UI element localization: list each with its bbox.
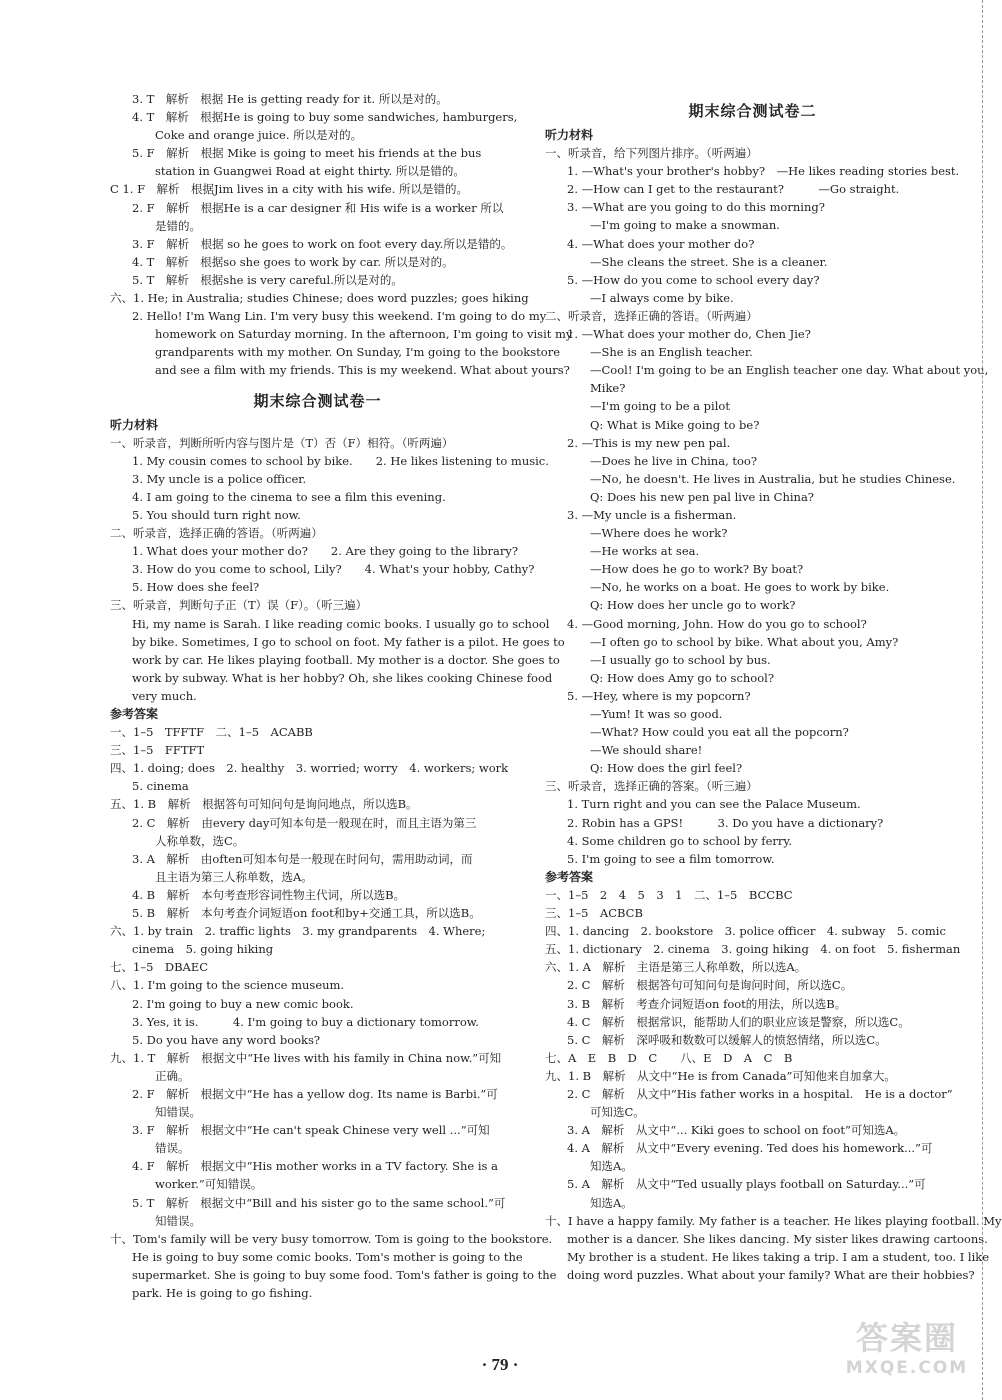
text-line: —Cool! I'm going to be an English teacher one day. What about you,	[590, 363, 989, 378]
text-line: 八、1. I'm going to the science museum.	[110, 978, 345, 993]
text-line: 4. A 解析 从文中“Every evening. Ted does his homework...”可	[567, 1141, 933, 1156]
watermark-text: 答案圈	[855, 1319, 958, 1357]
watermark-url: MXQE.COM	[845, 1358, 969, 1378]
section-heading: 参考答案	[545, 869, 594, 884]
text-line: 1. —What's your brother's hobby? —He likes reading stories best.	[567, 164, 960, 179]
text-line: 5. F 解析 根据 Mike is going to meet his friends at the bus	[132, 146, 482, 161]
text-line: Coke and orange juice. 所以是对的。	[155, 128, 363, 143]
text-line: —No, he works on a boat. He goes to work by bike.	[590, 580, 890, 595]
text-line: 六、1. by train 2. traffic lights 3. my grandparents 4. Where;	[110, 924, 486, 939]
text-line: 3. F 解析 根据文中“He can't speak Chinese very well ...”可知	[132, 1123, 490, 1138]
text-line: 4. I am going to the cinema to see a film this evening.	[132, 489, 446, 504]
text-line: 2. —How can I get to the restaurant? —Go straight.	[567, 182, 900, 197]
text-line: 六、1. He; in Australia; studies Chinese; does word puzzles; goes hiking	[110, 291, 529, 306]
text-line: Q: How does her uncle go to work?	[590, 598, 796, 613]
text-line: 2. Robin has a GPS! 3. Do you have a dictionary?	[567, 815, 884, 830]
text-line: homework on Saturday morning. In the afternoon, I'm going to visit my	[155, 327, 573, 342]
text-line: 5. T 解析 根据she is very careful.所以是对的。	[132, 272, 403, 287]
watermark-logo	[832, 1318, 982, 1390]
text-line: 正确。	[155, 1068, 190, 1083]
text-line: —She cleans the street. She is a cleaner.	[590, 254, 828, 269]
text-line: 1. My cousin comes to school by bike. 2. He likes listening to music.	[132, 453, 549, 468]
text-line: work by subway. What is her hobby? Oh, she likes cooking Chinese food	[132, 670, 553, 685]
text-line: —How does he go to work? By boat?	[590, 562, 804, 577]
text-line: 3. How do you come to school, Lily? 4. What's your hobby, Cathy?	[132, 562, 535, 577]
text-line: —He works at sea.	[590, 544, 700, 559]
text-line: 可知选C。	[590, 1105, 645, 1120]
text-line: 5. C 解析 深呼吸和数数可以缓解人的愤怒情绪，所以选C。	[567, 1032, 887, 1047]
text-line: 4. —Good morning, John. How do you go to school?	[567, 616, 867, 631]
text-line: 1. Turn right and you can see the Palace Museum.	[567, 797, 861, 812]
text-line: —I'm going to make a snowman.	[590, 218, 780, 233]
right-column	[545, 90, 1002, 1284]
text-line: 4. B 解析 本句考查形容词性物主代词，所以选B。	[132, 887, 406, 902]
text-line: 三、1–5 ACBCB	[545, 906, 643, 921]
text-line: 5. A 解析 从文中“Ted usually plays football on Saturday...”可	[567, 1177, 926, 1192]
text-line: 5. T 解析 根据文中“Bill and his sister go to the same school.”可	[132, 1195, 506, 1210]
page-number: · 79 ·	[481, 1355, 519, 1374]
text-line: 知错误。	[155, 1105, 201, 1120]
text-line: He is going to buy some comic books. Tom's mother is going to the	[132, 1249, 523, 1264]
text-line: 知错误。	[155, 1213, 201, 1228]
text-line: 二、听录音，选择正确的答语。（听两遍）	[545, 308, 758, 323]
text-line: —What? How could you eat all the popcorn?	[590, 725, 849, 740]
text-line: 九、1. T 解析 根据文中“He lives with his family in China now.”可知	[110, 1050, 502, 1065]
text-line: Q: What is Mike going to be?	[590, 417, 760, 432]
text-line: 七、A E B D C 八、E D A C B	[545, 1050, 793, 1065]
text-line: 2. C 解析 由every day可知本句是一般现在时，而且主语为第三	[132, 815, 477, 830]
text-line: 三、听录音，判断句子正（T）误（F）。（听三遍）	[110, 598, 368, 613]
text-line: cinema 5. going hiking	[132, 942, 274, 957]
text-line: 3. —My uncle is a fisherman.	[567, 507, 737, 522]
text-line: mother is a dancer. She likes dancing. My sister likes drawing cartoons.	[567, 1231, 988, 1246]
text-line: 5. Do you have any word books?	[132, 1032, 321, 1047]
text-line: 5. B 解析 本句考查介词短语on foot和by+交通工具，所以选B。	[132, 906, 481, 921]
text-line: 四、1. doing; does 2. healthy 3. worried; worry 4. workers; work	[110, 761, 509, 776]
text-line: C 1. F 解析 根据Jim lives in a city with his wife. 所以是错的。	[110, 182, 469, 197]
text-line: very much.	[132, 688, 197, 703]
text-line: 是错的。	[155, 218, 201, 233]
section-heading: 听力材料	[545, 128, 594, 142]
section-title: 期末综合测试卷一	[253, 391, 382, 410]
text-line: 1. —What does your mother do, Chen Jie?	[567, 327, 811, 342]
text-line: 3. A 解析 从文中“... Kiki goes to school on foot”可知选A。	[567, 1123, 906, 1138]
text-line: 4. F 解析 根据文中“His mother works in a TV factory. She is a	[132, 1159, 498, 1174]
text-line: 3. Yes, it is. 4. I'm going to buy a dictionary tomorrow.	[132, 1014, 479, 1029]
text-line: 九、1. B 解析 从文中“He is from Canada”可知他来自加拿大。	[545, 1068, 896, 1083]
text-line: —I'm going to be a pilot	[590, 399, 730, 414]
text-line: —Does he live in China, too?	[590, 453, 758, 468]
text-line: 十、Tom's family will be very busy tomorrow. Tom is going to the bookstore.	[110, 1231, 553, 1246]
text-line: Q: How does the girl feel?	[590, 761, 743, 776]
text-line: Mike?	[590, 381, 626, 396]
text-line: 2. C 解析 从文中“His father works in a hospital. He is a doctor”	[567, 1086, 953, 1101]
text-line: 四、1. dancing 2. bookstore 3. police officer 4. subway 5. comic	[545, 924, 946, 939]
text-line: 一、1–5 TFFTF 二、1–5 ACABB	[110, 725, 313, 740]
text-line: —Where does he work?	[590, 526, 728, 541]
text-line: 一、听录音，判断所听内容与图片是（T）否（F）相符。（听两遍）	[110, 435, 454, 450]
text-line: —I often go to school by bike. What about you, Amy?	[590, 634, 899, 649]
text-line: 5. You should turn right now.	[132, 507, 301, 522]
text-line: 十、I have a happy family. My father is a teacher. He likes playing football. My	[545, 1213, 1002, 1228]
section-heading: 听力材料	[110, 417, 159, 432]
text-line: Hi, my name is Sarah. I like reading comic books. I usually go to school	[132, 616, 550, 631]
section-title: 期末综合测试卷二	[688, 102, 817, 120]
text-line: 三、1–5 FFTFT	[110, 743, 205, 758]
text-line: 3. T 解析 根据 He is getting ready for it. 所以是对的。	[132, 92, 448, 106]
text-line: —I always come by bike.	[590, 290, 734, 305]
margin-cut-line	[982, 0, 983, 1400]
text-line: 3. My uncle is a police officer.	[132, 471, 307, 486]
text-line: 4. —What does your mother do?	[567, 236, 755, 251]
text-line: —She is an English teacher.	[590, 345, 753, 360]
text-line: 5. How does she feel?	[132, 580, 260, 595]
text-line: 五、1. dictionary 2. cinema 3. going hiking 4. on foot 5. fisherman	[545, 942, 961, 957]
text-line: 4. T 解析 根据so she goes to work by car. 所以是对的。	[132, 254, 454, 269]
text-line: 2. F 解析 根据文中“He has a yellow dog. Its name is Barbi.”可	[132, 1086, 498, 1101]
text-line: 1. What does your mother do? 2. Are they going to the library?	[132, 544, 519, 559]
text-line: 六、1. A 解析 主语是第三人称单数，所以选A。	[545, 960, 807, 975]
text-line: by bike. Sometimes, I go to school on foot. My father is a pilot. He goes to	[132, 634, 565, 649]
text-line: 一、听录音，给下列图片排序。（听两遍）	[545, 146, 758, 161]
text-line: doing word puzzles. What about your family? What are their hobbies?	[567, 1267, 975, 1282]
text-line: 七、1–5 DBAEC	[110, 960, 209, 975]
section-heading: 参考答案	[110, 707, 159, 721]
text-line: 5. —Hey, where is my popcorn?	[567, 688, 751, 703]
text-line: 知选A。	[590, 1195, 633, 1210]
text-line: work by car. He likes playing football. My mother is a doctor. She goes to	[132, 652, 560, 667]
text-line: Q: Does his new pen pal live in China?	[590, 489, 814, 504]
left-column	[110, 90, 573, 1302]
text-line: —We should share!	[590, 743, 703, 758]
text-line: 2. C 解析 根据答句可知问句是询问时间，所以选C。	[567, 978, 853, 993]
text-line: 知选A。	[590, 1159, 633, 1174]
text-line: 4. C 解析 根据常识，能帮助人们的职业应该是警察，所以选C。	[567, 1014, 910, 1029]
text-line: worker.”可知错误。	[155, 1177, 263, 1192]
text-line: 2. F 解析 根据He is a car designer 和 His wife is a worker 所以	[132, 200, 504, 215]
text-line: 人称单数，选C。	[155, 833, 245, 848]
text-line: 5. cinema	[132, 779, 189, 794]
text-line: 3. —What are you going to do this morning?	[567, 200, 825, 215]
text-line: 3. F 解析 根据 so he goes to work on foot every day.所以是错的。	[132, 236, 513, 251]
text-line: 一、1–5 2 4 5 3 1 二、1–5 BCCBC	[545, 887, 793, 902]
text-line: 5. I'm going to see a film tomorrow.	[567, 851, 775, 866]
text-line: 三、听录音，选择正确的答案。（听三遍）	[545, 779, 758, 794]
text-line: 二、听录音，选择正确的答语。（听两遍）	[110, 526, 323, 541]
text-line: and see a film with my friends. This is my weekend. What about yours?	[155, 363, 570, 378]
text-line: Q: How does Amy go to school?	[590, 670, 774, 685]
text-line: —I usually go to school by bus.	[590, 652, 771, 667]
text-line: My brother is a student. He likes taking a trip. I am a student, too. I like	[567, 1249, 990, 1264]
text-line: —Yum! It was so good.	[590, 707, 723, 721]
text-line: 且主语为第三人称单数，选A。	[155, 869, 313, 884]
text-line: 错误。	[155, 1141, 190, 1156]
text-line: 3. A 解析 由often可知本句是一般现在时问句，需用助动词，而	[132, 851, 473, 866]
text-line: 3. B 解析 考查介词短语on foot的用法，所以选B。	[567, 996, 847, 1011]
text-line: supermarket. She is going to buy some food. Tom's father is going to the	[132, 1267, 557, 1282]
text-line: station in Guangwei Road at eight thirty. 所以是错的。	[155, 164, 465, 179]
text-line: 五、1. B 解析 根据答句可知问句是询问地点，所以选B。	[110, 797, 418, 812]
text-line: 2. —This is my new pen pal.	[567, 435, 731, 450]
text-line: 4. Some children go to school by ferry.	[567, 833, 792, 848]
text-line: 2. I'm going to buy a new comic book.	[132, 996, 354, 1011]
text-line: 4. T 解析 根据He is going to buy some sandwiches, hamburgers,	[132, 110, 518, 125]
text-line: —No, he doesn't. He lives in Australia, but he studies Chinese.	[590, 471, 956, 486]
text-line: park. He is going to go fishing.	[132, 1286, 313, 1300]
text-line: 5. —How do you come to school every day?	[567, 272, 820, 287]
text-line: 2. Hello! I'm Wang Lin. I'm very busy this weekend. I'm going to do my	[132, 309, 547, 324]
text-line: grandparents with my mother. On Sunday, I'm going to the bookstore	[155, 345, 561, 360]
